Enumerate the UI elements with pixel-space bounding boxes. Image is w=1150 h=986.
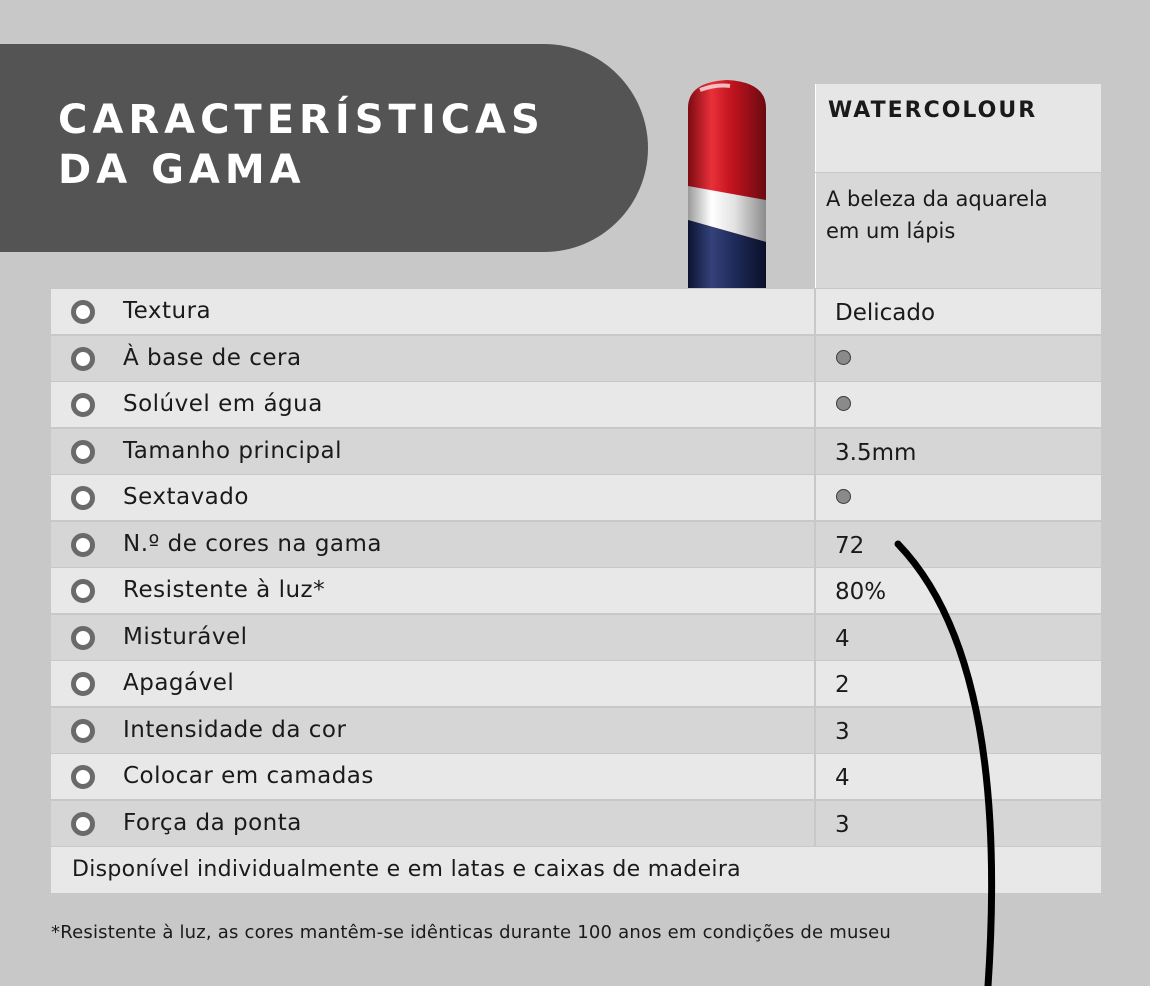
feature-value-cell (816, 382, 1101, 427)
feature-label: Força da ponta (123, 809, 302, 836)
feature-label-cell (51, 475, 814, 520)
feature-label: Tamanho principal (123, 437, 343, 464)
feature-label-cell (51, 522, 814, 567)
table-row (51, 382, 1101, 427)
ring-bullet-icon (71, 812, 95, 836)
table-row (51, 289, 1101, 334)
feature-value: 3 (835, 718, 850, 745)
feature-label: Apagável (123, 670, 235, 696)
feature-label-cell (51, 801, 814, 846)
ring-bullet-icon (71, 719, 95, 743)
ring-bullet-icon (71, 672, 95, 696)
feature-value: 4 (835, 765, 850, 791)
product-name: WATERCOLOUR (828, 98, 1038, 123)
filled-dot-icon (836, 396, 851, 411)
feature-value-cell (816, 475, 1101, 520)
feature-value: 80% (835, 579, 887, 605)
ring-bullet-icon (71, 440, 95, 464)
feature-label-cell (51, 708, 814, 753)
feature-label: Sextavado (123, 484, 249, 510)
feature-label-cell (51, 429, 814, 474)
filled-dot-icon (836, 489, 851, 504)
ring-bullet-icon (71, 300, 95, 324)
filled-dot-icon (836, 350, 851, 365)
feature-value-cell (816, 429, 1101, 474)
pencil-icon (686, 78, 768, 288)
title-line-1: CARACTERÍSTICAS (58, 97, 545, 143)
feature-label: Solúvel em água (123, 391, 323, 417)
table-row (51, 429, 1101, 474)
table-row (51, 336, 1101, 381)
feature-label: Resistente à luz* (123, 577, 326, 603)
feature-label: À base de cera (123, 344, 302, 371)
feature-label-cell (51, 289, 814, 334)
feature-value: 4 (835, 625, 850, 652)
feature-label-cell (51, 382, 814, 427)
product-description: A beleza da aquarela em um lápis (826, 187, 1048, 243)
feature-label-cell (51, 615, 814, 660)
availability-text: Disponível individualmente e em latas e caixas de madeira (72, 857, 741, 882)
feature-value: Delicado (835, 300, 936, 326)
feature-value-cell (816, 289, 1101, 334)
feature-label: Misturável (123, 623, 248, 650)
footnote: *Resistente à luz, as cores mantêm-se idênticas durante 100 anos em condições de museu (51, 922, 892, 943)
feature-label: N.º de cores na gama (123, 530, 383, 557)
feature-label: Textura (123, 298, 212, 324)
feature-value: 3 (835, 811, 850, 838)
ring-bullet-icon (71, 347, 95, 371)
feature-value: 72 (835, 532, 865, 559)
product-header-cell (815, 84, 1101, 172)
ring-bullet-icon (71, 626, 95, 650)
feature-value-cell (816, 336, 1101, 381)
title-line-2: DA GAMA (58, 147, 306, 193)
table-row (51, 475, 1101, 520)
feature-value: 2 (835, 672, 850, 698)
product-description-cell (815, 173, 1101, 288)
page-title (58, 95, 618, 195)
ring-bullet-icon (71, 533, 95, 557)
feature-label-cell (51, 754, 814, 799)
feature-label-cell (51, 568, 814, 613)
feature-label: Colocar em camadas (123, 763, 374, 789)
feature-label-cell (51, 336, 814, 381)
ring-bullet-icon (71, 579, 95, 603)
ring-bullet-icon (71, 765, 95, 789)
ring-bullet-icon (71, 393, 95, 417)
ring-bullet-icon (71, 486, 95, 510)
feature-value: 3.5mm (835, 439, 917, 466)
curved-pointer-line (880, 530, 1020, 986)
feature-label: Intensidade da cor (123, 716, 347, 743)
feature-label-cell (51, 661, 814, 706)
